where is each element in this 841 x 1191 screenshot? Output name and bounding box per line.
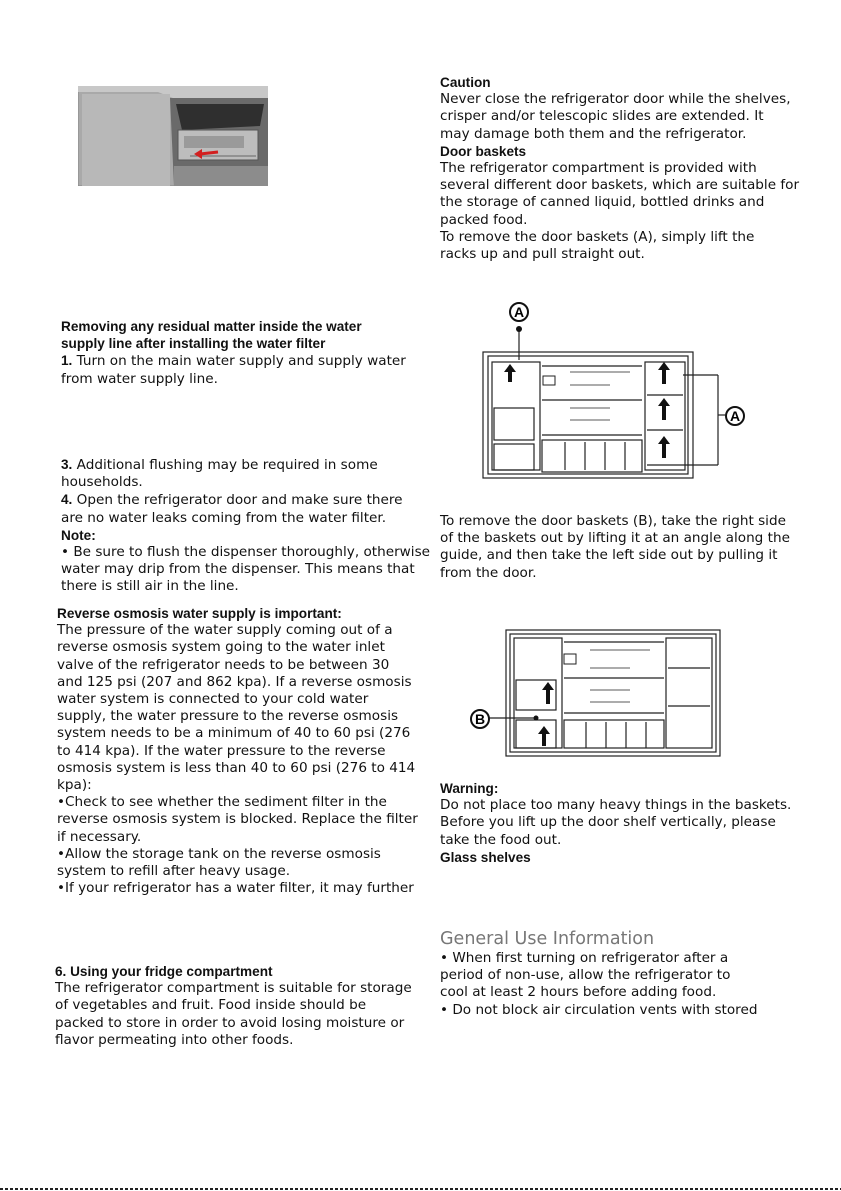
bottom-dashed-rule — [0, 1188, 841, 1190]
basket-b-section — [440, 513, 835, 582]
text-line: and 125 psi (207 and 862 kpa). If a reverse osmosis — [57, 673, 412, 690]
text-line: • Do not block air circulation vents with stored — [440, 1001, 758, 1018]
reverse-osmosis-section — [57, 605, 437, 897]
text-line: from water supply line. — [61, 370, 218, 387]
warning-section — [440, 780, 835, 866]
text-line: To remove the door baskets (B), take the right side — [440, 513, 786, 529]
caution-section — [440, 74, 835, 263]
text-line: flavor permeating into other foods. — [55, 1031, 294, 1048]
text-line: system needs to be a minimum of 40 to 60 psi (276 — [57, 725, 411, 742]
text-line: the storage of canned liquid, bottled drinks and — [440, 194, 765, 211]
text-line: osmosis system is less than 40 to 60 psi (276 to 414 — [57, 759, 416, 776]
flush-steps — [61, 456, 441, 596]
step-3: 3. Additional flushing may be required in some — [61, 457, 378, 473]
text-line: of the baskets out by lifting it at an angle along the — [440, 530, 790, 547]
text-line: of vegetables and fruit. Food inside should be — [55, 997, 367, 1014]
door-baskets-a-diagram — [480, 300, 760, 485]
text-line: take the food out. — [440, 831, 562, 848]
text-line: •If your refrigerator has a water filter, it may further — [57, 880, 414, 897]
text-line: crisper and/or telescopic slides are extended. It — [440, 108, 764, 125]
text-line: packed food. — [440, 211, 528, 228]
text-line: •Allow the storage tank on the reverse osmosis — [57, 845, 381, 862]
step-4: 4. Open the refrigerator door and make sure there — [61, 492, 403, 509]
text-line: reverse osmosis system is blocked. Replace the filter — [57, 811, 418, 828]
text-line: may damage both them and the refrigerator. — [440, 125, 747, 142]
text-line: racks up and pull straight out. — [440, 246, 645, 263]
text-line: guide, and then take the left side out by pulling it — [440, 547, 778, 564]
text-line: The refrigerator compartment is suitable for storage — [55, 980, 412, 997]
label-a-top: A — [513, 304, 525, 320]
note-heading: Note: — [61, 527, 96, 543]
label-a-right: A — [729, 408, 741, 424]
text-line: system to refill after heavy usage. — [57, 863, 291, 880]
text-line: packed to store in order to avoid losing moisture or — [55, 1014, 405, 1031]
crisper-drawer-photo — [78, 86, 268, 186]
fridge-compartment-section — [55, 963, 435, 1049]
door-baskets-heading: Door baskets — [440, 143, 527, 159]
text-line: cool at least 2 hours before adding food. — [440, 984, 717, 1001]
text-line: The pressure of the water supply coming out of a — [57, 622, 393, 639]
text-line: •Check to see whether the sediment filter in the — [57, 794, 387, 811]
text-line: reverse osmosis system going to the water inlet — [57, 639, 385, 656]
ro-heading: Reverse osmosis water supply is important: — [57, 606, 342, 621]
text-line: • When first turning on refrigerator after a — [440, 950, 729, 966]
text-line: To remove the door baskets (A), simply lift the — [440, 228, 755, 245]
text-line: from the door. — [440, 564, 537, 581]
text-line: Do not place too many heavy things in the baskets. — [440, 797, 792, 814]
general-use-heading: General Use Information — [440, 929, 655, 949]
text-line: The refrigerator compartment is provided with — [440, 160, 757, 177]
text-line: supply, the water pressure to the reverse osmosis — [57, 708, 399, 725]
text-line: are no water leaks coming from the water filter. — [61, 509, 387, 526]
door-baskets-b-diagram — [470, 628, 725, 763]
text-line: to 414 kpa). If the water pressure to the reverse — [57, 742, 386, 759]
text-line: water may drip from the dispenser. This means that — [61, 561, 415, 578]
step-1: 1. Turn on the main water supply and supply water — [61, 353, 406, 370]
text-line: Before you lift up the door shelf vertically, please — [440, 814, 776, 831]
text-line: households. — [61, 474, 143, 491]
heading-line: Removing any residual matter inside the water — [61, 319, 362, 334]
text-line: if necessary. — [57, 828, 142, 845]
text-line: several different door baskets, which are suitable for — [440, 177, 800, 194]
warning-heading: Warning: — [440, 781, 499, 796]
caution-heading: Caution — [440, 75, 491, 90]
text-line: there is still air in the line. — [61, 578, 239, 595]
text-line: kpa): — [57, 777, 92, 794]
text-line: • Be sure to flush the dispenser thoroughly, otherwise — [61, 544, 431, 561]
flush-heading — [61, 318, 441, 388]
fridge-heading: 6. Using your fridge compartment — [55, 964, 273, 979]
text-line: Never close the refrigerator door while the shelves, — [440, 91, 791, 108]
label-b: B — [474, 711, 486, 727]
glass-shelves-heading: Glass shelves — [440, 849, 531, 865]
heading-line: supply line after installing the water filter — [61, 336, 326, 352]
text-line: valve of the refrigerator needs to be between 30 — [57, 656, 390, 673]
general-use-section — [440, 928, 835, 1019]
text-line: water system is connected to your cold water — [57, 691, 369, 708]
text-line: period of non-use, allow the refrigerator to — [440, 967, 731, 984]
